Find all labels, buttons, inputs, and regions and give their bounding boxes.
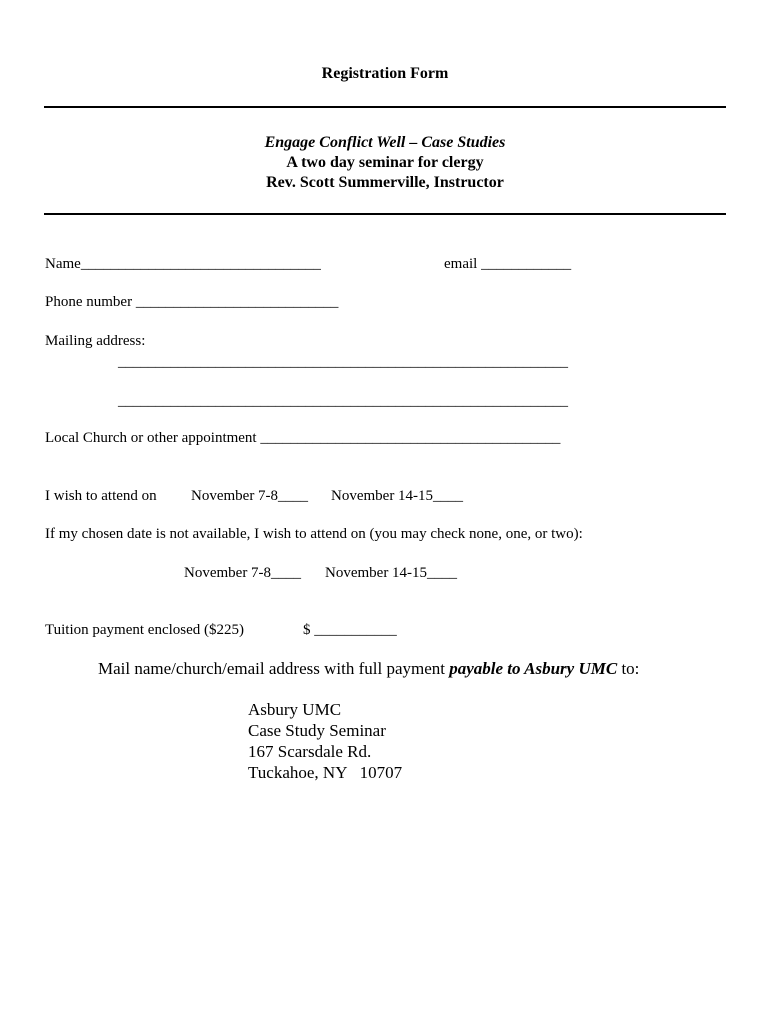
tuition-amount-field[interactable]: $ ___________ (303, 622, 397, 638)
mailing-address-label: Mailing address: (45, 333, 146, 349)
instructor-line: Rev. Scott Summerville, Instructor (266, 174, 504, 191)
email-field[interactable]: email ____________ (444, 256, 572, 272)
alternate-option-nov-7-8[interactable]: November 7-8____ (184, 565, 302, 581)
payable-to-emphasis: payable to Asbury UMC (449, 659, 618, 678)
seminar-subtitle: A two day seminar for clergy (286, 154, 484, 171)
mailing-address-line-2[interactable]: ____________________________________________________________ (118, 393, 568, 409)
mailing-address-line-1[interactable]: ____________________________________________________________ (118, 354, 568, 370)
header-divider (44, 213, 726, 215)
alternate-date-prompt: If my chosen date is not available, I wish to attend on (you may check none, one, or two): (45, 526, 583, 542)
address-line-2: Case Study Seminar (248, 721, 386, 740)
mail-instructions (98, 658, 639, 679)
attend-option-nov-14-15[interactable]: November 14-15____ (331, 488, 464, 504)
mail-instructions-suffix: to: (617, 659, 640, 678)
phone-field[interactable]: Phone number ___________________________ (45, 294, 339, 310)
attend-option-nov-7-8[interactable]: November 7-8____ (191, 488, 309, 504)
name-field[interactable]: Name________________________________ (45, 256, 321, 272)
tuition-label: Tuition payment enclosed ($225) (45, 622, 245, 638)
alternate-option-nov-14-15[interactable]: November 14-15____ (325, 565, 458, 581)
form-title: Registration Form (321, 65, 449, 82)
address-line-4: Tuckahoe, NY 10707 (248, 763, 403, 782)
attend-label: I wish to attend on (45, 488, 157, 504)
address-line-1: Asbury UMC (248, 700, 342, 719)
seminar-title: Engage Conflict Well – Case Studies (264, 134, 506, 151)
local-church-field[interactable]: Local Church or other appointment ________________________________________ (45, 430, 561, 446)
address-line-3: 167 Scarsdale Rd. (248, 742, 372, 761)
top-divider (44, 106, 726, 108)
mail-instructions-prefix: Mail name/church/email address with full payment (98, 659, 450, 678)
